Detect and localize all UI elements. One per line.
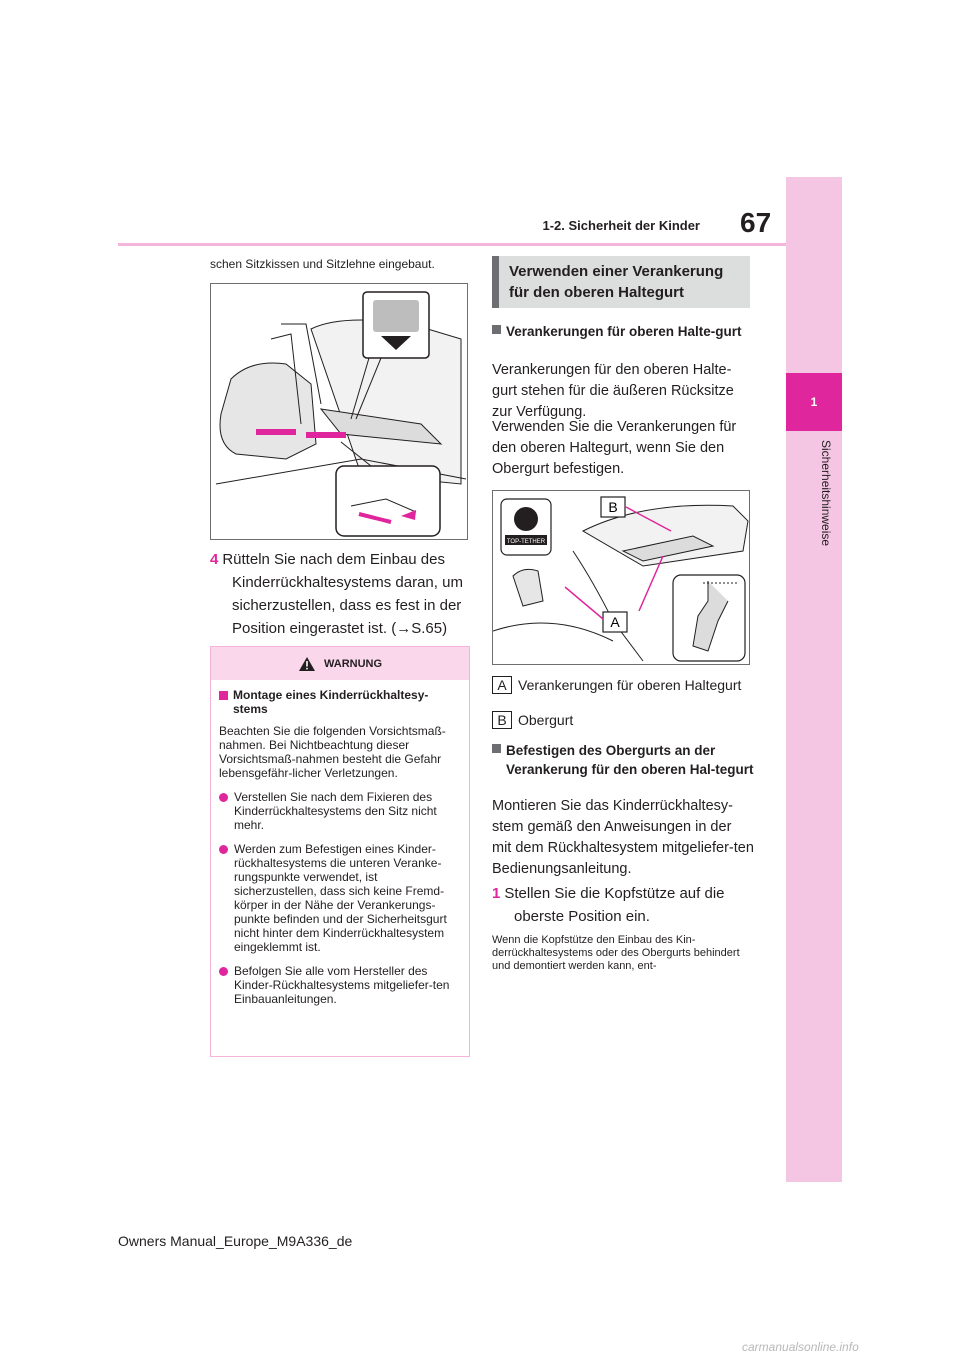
side-strip [786,177,842,1182]
figure-label-b: B [608,499,618,515]
warning-subheading [219,688,457,716]
paragraph-install-instructions: Montieren Sie das Kinderrückhaltesy-stem gemäß den Anweisungen in der mit dem Rückhaltesystem mitgeliefer-ten Bedienungsanleitung. [492,798,754,877]
subheading-attach-tether [492,741,754,779]
step-1-number: 1 [492,885,501,902]
legend-a-text: Verankerungen für oberen Haltegurt [518,677,742,693]
step-4-line-3: sicherzustellen, dass es fest in der [232,597,462,614]
subheading-attach-tether-text: Befestigen des Obergurts an der Verankerung für den oberen Hal-tegurt [506,743,754,777]
warning-bullet-text: Werden zum Befestigen eines Kinder-rückhaltesystems die unteren Veranke-rungspunkte verwendet, ist sicherzustellen, dass sich keine Fremd-körper in der Nähe der Verankerungs-punkte befinden und der Sicherheitsgurt nicht hinter dem Kinderrückhaltesystem eingeklemmt ist. [234,842,447,954]
section-heading-box: Verwenden einer Verankerung für den oberen Haltegurt [492,256,750,308]
step-4-line-4: Position eingerastet ist. (→S.65) [232,620,448,637]
page-number: 67 [740,207,772,238]
paragraph-use-anchors: Verwenden Sie die Verankerungen für den oberen Haltegurt, wenn Sie den Obergurt befestigen. [492,419,737,477]
section-title: 1-2. Sicherheit der Kinder [542,218,700,233]
step-4-line-2: Kinderrückhaltesystems daran, um [232,574,463,591]
figure-label-a: A [610,614,620,630]
footer-doc-id: Owners Manual_Europe_M9A336_de [118,1233,353,1249]
legend-a [492,676,741,694]
warning-box [210,646,470,1057]
warning-title: WARNUNG [323,657,383,670]
headrest-note: Wenn die Kopfstütze den Einbau des Kin-derrückhaltesystems oder des Obergurts behindert und demontiert werden kann, ent- [492,934,740,972]
child-seat-illustration [211,284,468,540]
warning-bullet [219,964,457,1006]
square-bullet-icon [492,744,501,753]
warning-bullet-text: Verstellen Sie nach dem Fixieren des Kinderrückhaltesystems den Sitz nicht mehr. [234,790,437,832]
subheading-anchors-text: Verankerungen für oberen Halte-gurt [506,324,742,339]
chapter-label [787,440,833,486]
top-tether-illustration [493,491,750,665]
warning-bullet-text: Befolgen Sie alle vom Hersteller des Kinder-Rückhaltesystems mitgeliefer-ten Einbauanleitungen. [234,964,450,1006]
step-1-line-1: Stellen Sie die Kopfstütze auf die [504,885,725,902]
child-seat-installation-figure [210,283,468,540]
bullet-dot-icon [219,967,228,976]
intro-text: schen Sitzkissen und Sitzlehne eingebaut. [210,257,435,271]
header-rule [118,243,786,246]
warning-paragraph: Beachten Sie die folgenden Vorsichtsmaß-nahmen. Bei Nichtbeachtung dieser Vorsichtsmaß-nahmen besteht die Gefahr lebensgefähr-licher Verletzungen. [219,724,446,780]
warning-bullet [219,790,457,832]
watermark: carmanualsonline.info [742,1340,859,1354]
bullet-dot-icon [219,845,228,854]
warning-subheading-text: Montage eines Kinderrückhaltesy-stems [233,688,429,716]
warning-header [211,647,469,680]
bullet-dot-icon [219,793,228,802]
legend-b [492,711,573,729]
legend-b-key: B [492,711,512,729]
warning-bullet [219,842,457,954]
square-bullet-icon [492,325,501,334]
chapter-tab: 1 [786,373,842,431]
legend-b-text: Obergurt [518,712,574,728]
legend-a-key: A [492,676,512,694]
warning-triangle-icon [298,656,316,672]
square-bullet-icon [219,691,228,700]
step-1 [492,882,754,928]
step-4 [210,548,472,640]
subheading-anchors [492,322,754,341]
step-4-line-1: Rütteln Sie nach dem Einbau des [222,551,445,568]
paragraph-anchors-available: Verankerungen für den oberen Halte-gurt stehen für die äußeren Rücksitze zur Verfügung. [492,362,734,420]
step-4-number: 4 [210,551,219,568]
top-tether-icon-text: TOP-TETHER [506,539,546,545]
top-tether-figure [492,490,750,665]
step-1-line-2: oberste Position ein. [514,908,650,925]
